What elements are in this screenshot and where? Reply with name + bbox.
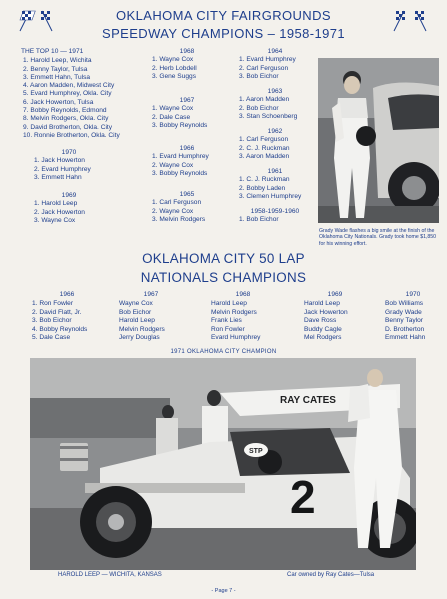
top10-block bbox=[21, 48, 120, 140]
season-year: 1962 bbox=[267, 128, 283, 135]
list-item: 2. Evard Humphrey bbox=[34, 165, 91, 173]
list-item: 7. Bobby Reynolds, Edmond bbox=[23, 107, 107, 115]
car-sponsor-label: RAY CATES bbox=[280, 395, 336, 406]
list-item: 3. Clemen Humphrey bbox=[239, 192, 302, 200]
season-1962 bbox=[239, 128, 311, 161]
page-title: OKLAHOMA CITY FAIRGROUNDS bbox=[116, 8, 331, 23]
list-item: 2. Herb Lobdell bbox=[152, 64, 197, 72]
list-item: 1. Wayne Cox bbox=[152, 56, 194, 64]
nationals-subtitle: NATIONALS CHAMPIONS bbox=[140, 270, 307, 285]
page-number: - Page 7 - bbox=[211, 588, 236, 594]
list-item: 10. Ronnie Brotherton, Okla. City bbox=[23, 131, 120, 139]
season-1970 bbox=[34, 149, 104, 182]
list-item: 2. Carl Ferguson bbox=[239, 64, 289, 72]
list-item: 2. Bobby Laden bbox=[239, 184, 286, 192]
nationals-col-1967 bbox=[119, 291, 183, 342]
list-item: Harold Leep bbox=[119, 317, 155, 325]
list-item: 1. Carl Ferguson bbox=[239, 136, 289, 144]
list-item: Jerry Douglas bbox=[119, 334, 160, 342]
list-item: 1. Aaron Madden bbox=[239, 96, 290, 104]
list-item: Evard Humphrey bbox=[211, 334, 261, 342]
list-item: 2. Wayne Cox bbox=[152, 207, 194, 215]
list-item: Bob Williams bbox=[385, 300, 424, 308]
list-item: Mel Rodgers bbox=[304, 334, 342, 342]
list-item: Harold Leep bbox=[211, 300, 247, 308]
list-item: 1. C. J. Ruckman bbox=[239, 176, 290, 184]
driver-caption: HAROLD LEEP — WICHITA, KANSAS bbox=[58, 572, 162, 578]
list-item: 2. Bob Eichor bbox=[239, 104, 279, 112]
season-1963 bbox=[239, 88, 311, 121]
nationals-title: OKLAHOMA CITY 50 LAP bbox=[142, 251, 305, 266]
list-item: 2. C. J. Ruckman bbox=[239, 144, 290, 152]
list-item: 1. Evard Humphrey bbox=[152, 153, 209, 161]
list-item: Wayne Cox bbox=[119, 300, 153, 308]
list-item: Buddy Cagle bbox=[304, 325, 342, 333]
list-item: Dave Ross bbox=[304, 317, 337, 325]
list-item: Bob Eichor bbox=[119, 308, 152, 316]
list-item: Emmett Hahn bbox=[385, 334, 426, 342]
grady-wade-photo bbox=[318, 58, 439, 223]
season-year: 1967 bbox=[179, 97, 195, 104]
list-item: 1. Wayne Cox bbox=[152, 105, 194, 113]
list-item: 6. Jack Howerton, Tulsa bbox=[23, 98, 94, 106]
list-item: 3. Bob Eichor bbox=[239, 72, 279, 80]
season-year: 1967 bbox=[143, 291, 159, 298]
top10-heading: THE TOP 10 — 1971 bbox=[21, 48, 84, 55]
list-item: Jack Howerton bbox=[304, 308, 348, 316]
race-car-photo bbox=[30, 358, 416, 570]
list-item: D. Brotherton bbox=[385, 325, 425, 333]
season-year: 1969 bbox=[327, 291, 343, 298]
car-number-label: 2 bbox=[290, 471, 316, 523]
list-item: 9. David Brotherton, Okla. City bbox=[23, 123, 113, 131]
season-year: 1970 bbox=[405, 291, 421, 298]
photo-caption: Grady Wade flashes a big smile at the finish of the Oklahoma City Nationals. Grady took home $1,850 for his winning effort. bbox=[319, 228, 437, 247]
list-item: 3. Melvin Rodgers bbox=[152, 215, 206, 223]
list-item: 3. Emmett Hahn bbox=[34, 173, 82, 181]
nationals-col-1970 bbox=[385, 291, 441, 342]
list-item: 1. Carl Ferguson bbox=[152, 199, 202, 207]
list-item: 1. Harold Leep, Wichita bbox=[23, 57, 92, 65]
list-item: 4. Bobby Reynolds bbox=[32, 325, 88, 333]
nationals-col-1966 bbox=[32, 291, 102, 342]
season-year: 1958-1959-1960 bbox=[250, 208, 300, 215]
list-item: 2. Dale Case bbox=[152, 113, 191, 121]
season-year: 1968 bbox=[179, 48, 195, 55]
list-item: 2. Benny Taylor, Tulsa bbox=[23, 65, 88, 73]
season-1969 bbox=[34, 192, 104, 225]
list-item: 1. Bob Eichor bbox=[239, 216, 279, 224]
list-item: Melvin Rodgers bbox=[119, 325, 165, 333]
list-item: 5. Evard Humphrey, Okla. City bbox=[23, 90, 112, 98]
list-item: 3. Bob Eichor bbox=[32, 317, 72, 325]
season-year: 1966 bbox=[179, 145, 195, 152]
season-1968 bbox=[152, 48, 222, 81]
list-item: 2. David Flatt, Jr. bbox=[32, 308, 82, 316]
list-item: 5. Dale Case bbox=[32, 334, 71, 342]
list-item: Benny Taylor bbox=[385, 317, 423, 325]
list-item: 1. Jack Howerton bbox=[34, 157, 85, 165]
list-item: 3. Aaron Madden bbox=[239, 152, 290, 160]
list-item: 4. Aaron Madden, Midwest City bbox=[23, 82, 115, 90]
season-year: 1966 bbox=[59, 291, 75, 298]
list-item: 3. Bobby Reynolds bbox=[152, 169, 208, 177]
season-year: 1965 bbox=[179, 191, 195, 198]
list-item: Melvin Rodgers bbox=[211, 308, 257, 316]
list-item: 1. Evard Humphrey bbox=[239, 56, 296, 64]
owner-caption: Car owned by Ray Cates—Tulsa bbox=[287, 572, 375, 578]
nationals-col-1968 bbox=[211, 291, 275, 342]
nationals-col-1969 bbox=[304, 291, 366, 342]
list-item: 2. Jack Howerton bbox=[34, 208, 85, 216]
list-item: 3. Gene Suggs bbox=[152, 72, 196, 80]
list-item: Grady Wade bbox=[385, 308, 422, 316]
page-subtitle: SPEEDWAY CHAMPIONS – 1958-1971 bbox=[102, 26, 345, 41]
season-year: 1961 bbox=[267, 168, 283, 175]
season-1958-1960 bbox=[239, 208, 311, 225]
list-item: Harold Leep bbox=[304, 300, 340, 308]
list-item: 3. Emmett Hahn, Tulsa bbox=[23, 73, 91, 81]
season-1961 bbox=[239, 168, 311, 201]
stp-logo-label: STP bbox=[249, 448, 263, 455]
season-year: 1968 bbox=[235, 291, 251, 298]
list-item: 3. Wayne Cox bbox=[34, 216, 76, 224]
season-year: 1969 bbox=[61, 192, 77, 199]
list-item: Frank Lies bbox=[211, 317, 242, 325]
season-1966 bbox=[152, 145, 222, 178]
champion-caption: 1971 OKLAHOMA CITY CHAMPION bbox=[170, 349, 277, 355]
list-item: 8. Melvin Rodgers, Okla. City bbox=[23, 115, 109, 123]
list-item: Ron Fowler bbox=[211, 325, 245, 333]
season-1964 bbox=[239, 48, 311, 81]
list-item: 2. Wayne Cox bbox=[152, 161, 194, 169]
season-year: 1970 bbox=[61, 149, 77, 156]
list-item: 1. Ron Fowler bbox=[32, 300, 74, 308]
season-year: 1964 bbox=[267, 48, 283, 55]
season-year: 1963 bbox=[267, 88, 283, 95]
season-1965 bbox=[152, 191, 222, 224]
list-item: 3. Bobby Reynolds bbox=[152, 121, 208, 129]
list-item: 3. Stan Schoenberg bbox=[239, 112, 298, 120]
list-item: 1. Harold Leep bbox=[34, 200, 78, 208]
season-1967 bbox=[152, 97, 222, 130]
